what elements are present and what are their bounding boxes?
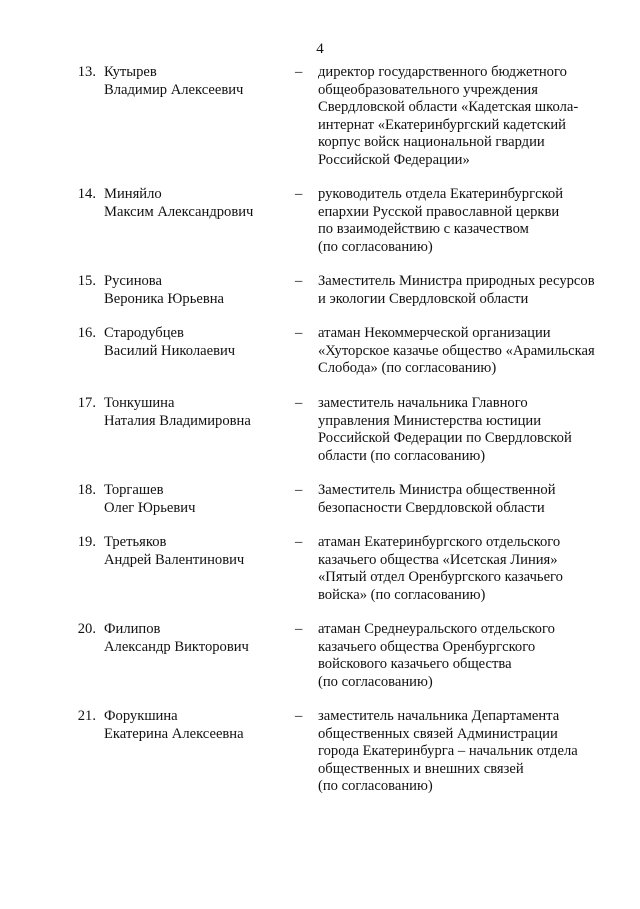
description-line: атаман Некоммерческой организации — [318, 325, 551, 341]
surname: Тонкушина — [104, 395, 175, 411]
separator-dash: – — [295, 534, 303, 550]
entry-number: 18. — [77, 482, 96, 498]
description-line: директор государственного бюджетного — [318, 64, 567, 80]
description-line: общественных связей Администрации — [318, 725, 558, 742]
entry-number: 21. — [77, 708, 96, 724]
description-line: казачьего общества «Исетская Линия» — [318, 551, 558, 568]
surname: Миняйло — [104, 186, 162, 202]
entry-number: 16. — [77, 325, 96, 341]
position-description — [318, 708, 618, 796]
person-name — [104, 325, 284, 360]
description-line: по взаимодействию с казачеством — [318, 221, 529, 237]
description-line: Заместитель Министра природных ресурсов — [318, 273, 595, 289]
given-names: Вероника Юрьевна — [104, 290, 225, 307]
separator-dash: – — [295, 64, 303, 80]
person-name — [104, 534, 284, 569]
description-line: общественных и внешних связей — [318, 760, 524, 777]
surname: Торгашев — [104, 482, 164, 498]
position-description — [318, 534, 618, 604]
separator-dash: – — [295, 325, 303, 341]
description-line: (по согласованию) — [318, 238, 433, 255]
surname: Стародубцев — [104, 325, 184, 341]
description-line: «Хуторское казачье общество «Арамильская — [318, 342, 595, 359]
description-line: войскового казачьего общества — [318, 656, 512, 672]
page-number: 4 — [316, 41, 324, 57]
given-names: Владимир Алексеевич — [104, 81, 244, 98]
description-line: Слобода» (по согласованию) — [318, 360, 497, 376]
separator-dash: – — [295, 621, 303, 637]
position-description — [318, 273, 618, 308]
description-line: интернат «Екатеринбургский кадетский — [318, 116, 566, 133]
separator-dash: – — [295, 186, 303, 202]
entry-number: 14. — [77, 186, 96, 202]
entry-number: 19. — [77, 534, 96, 550]
given-names: Олег Юрьевич — [104, 499, 196, 516]
given-names: Наталия Владимировна — [104, 412, 251, 429]
separator-dash: – — [295, 273, 303, 289]
given-names: Максим Александрович — [104, 203, 254, 220]
position-description — [318, 325, 618, 378]
entry-number: 20. — [77, 621, 96, 637]
description-line: и экологии Свердловской области — [318, 290, 529, 307]
person-name — [104, 64, 284, 99]
description-line: епархии Русской православной церкви — [318, 203, 560, 220]
given-names: Александр Викторович — [104, 638, 249, 655]
description-line: (по согласованию) — [318, 673, 433, 690]
person-name — [104, 621, 284, 656]
description-line: Российской Федерации» — [318, 151, 470, 168]
description-line: управления Министерства юстиции — [318, 412, 542, 429]
person-name — [104, 186, 284, 221]
surname: Кутырев — [104, 64, 157, 80]
surname: Русинова — [104, 273, 162, 289]
description-line: войска» (по согласованию) — [318, 586, 486, 603]
position-description — [318, 395, 618, 465]
position-description — [318, 482, 618, 517]
entry-number: 15. — [77, 273, 96, 289]
position-description — [318, 186, 618, 256]
surname: Филипов — [104, 621, 161, 637]
separator-dash: – — [295, 395, 303, 411]
description-line: заместитель начальника Главного — [318, 395, 528, 411]
description-line: Российской Федерации по Свердловской — [318, 430, 572, 446]
person-name — [104, 482, 284, 517]
description-line: корпус войск национальной гвардии — [318, 134, 545, 150]
description-line: руководитель отдела Екатеринбургской — [318, 186, 564, 202]
separator-dash: – — [295, 708, 303, 724]
given-names: Екатерина Алексеевна — [104, 725, 244, 742]
description-line: безопасности Свердловской области — [318, 499, 545, 516]
description-line: атаман Среднеуральского отдельского — [318, 621, 555, 637]
entry-number: 13. — [77, 64, 96, 80]
description-line: казачьего общества Оренбургского — [318, 638, 536, 655]
description-line: общеобразовательного учреждения — [318, 81, 538, 98]
entry-number: 17. — [77, 395, 96, 411]
person-name — [104, 395, 284, 430]
description-line: заместитель начальника Департамента — [318, 708, 560, 724]
description-line: (по согласованию) — [318, 778, 433, 794]
description-line: Заместитель Министра общественной — [318, 482, 556, 498]
given-names: Андрей Валентинович — [104, 551, 245, 568]
position-description — [318, 64, 618, 169]
person-name — [104, 273, 284, 308]
description-line: области (по согласованию) — [318, 447, 486, 464]
description-line: «Пятый отдел Оренбургского казачьего — [318, 569, 563, 585]
given-names: Василий Николаевич — [104, 342, 236, 359]
description-line: Свердловской области «Кадетская школа- — [318, 99, 579, 115]
position-description — [318, 621, 618, 691]
surname: Форукшина — [104, 708, 178, 724]
description-line: атаман Екатеринбургского отдельского — [318, 534, 561, 550]
separator-dash: – — [295, 482, 303, 498]
surname: Третьяков — [104, 534, 167, 550]
description-line: города Екатеринбурга – начальник отдела — [318, 743, 578, 759]
person-name — [104, 708, 284, 743]
